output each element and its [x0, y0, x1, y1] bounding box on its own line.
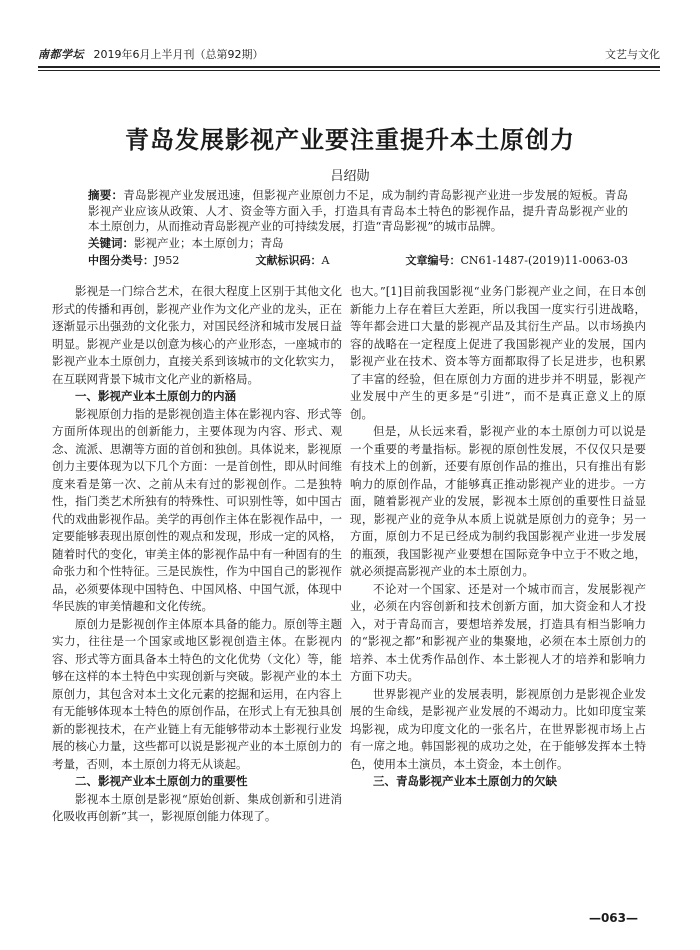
- article-author: 吕绍勋: [330, 169, 370, 184]
- keywords-text: 影视产业；本土原创力；青岛: [134, 236, 284, 250]
- article-label: 文章编号：: [405, 254, 461, 267]
- keywords-label: 关键词：: [88, 236, 134, 250]
- document-code: [255, 252, 329, 268]
- article-value: CN61-1487-(2019)11-0063-03: [460, 254, 628, 267]
- doc-label: 文献标识码：: [255, 254, 322, 267]
- running-head: [38, 38, 660, 62]
- keywords: [88, 235, 628, 251]
- paragraph: 不论对一个国家、还是对一个城市而言，发展影视产业，必须在内容创新和技术创新方面，加大资金和人才投入，对于青岛而言，要想培养发展，打造具有相当影响力的“影视之都”和影视产业的集聚地，必须在本土原创力的培养、本土优秀作品创作、本土影视人才的培养和影响力方面下功夫。: [350, 581, 646, 683]
- paragraph: 但是，从长远来看，影视产业的本土原创力可以说是一个重要的考量指标。影视的原创性发展，不仅仅只是要有技术上的创新，还要有原创作品的推出，只有推出有影响力的原创作品，才能够真正推动影视产业的进步。一方面，随着影视产业的发展，影视本土原创的重要性日益显现，影视产业的竞争从本质上说就是原创力的竞争；另一方面，原创力不足已经成为制约我国影视产业进一步发展的瓶颈，我国影视产业要想在国际竞争中立于不败之地，就必须提高影视产业的本土原创力。: [350, 424, 646, 578]
- abstract-text: 青岛影视产业发展迅速，但影视产业原创力不足，成为制约青岛影视产业进一步发展的短板。青岛影视产业应该从政策、人才、资金等方面入手，打造具有青岛本土特色的影视作品，提升青岛影视产业的本土原创力，从而推动青岛影视产业的可持续发展，打造“青岛影视”的城市品牌。: [88, 188, 628, 233]
- section-heading: 三、青岛影视产业本土原创力的欠缺: [373, 774, 557, 788]
- header-rule: [38, 66, 660, 71]
- right-column: [350, 283, 646, 791]
- paragraph: 影视原创力指的是影视创造主体在影视内容、形式等方面所体现出的创新能力，主要体现为内容、形式、观念、流派、思潮等方面的首创和独创。具体说来，影视原创力主要体现为以下几个方面：一是首创性，即从时间维度来看是第一次、之前从未有过的影视创作。二是独特性，指门类艺术所独有的特殊性、可识别性等，如中国古代的戏曲影视作品。美学的再创作主体在影视作品中，一定要能够表现出原创性的观点和发现，形成一定的风格，随着时代的变化，审美主体的影视作品中有一种固有的生命张力和个性特征。三是民族性，作为中国自己的影视作品，必须要体现中国特色、中国风格、中国气派，体现中华民族的审美情趣和文化传统。: [52, 406, 342, 613]
- section-heading: 二、影视产业本土原创力的重要性: [75, 774, 248, 788]
- clc-number: [88, 252, 179, 268]
- paragraph-continued: 也大。”[1]目前我国影视“业务门影视产业之间，在日本创新能力上存在着巨大差距，所以我国一度实行引进战略，等年都会进口大量的影视产品及其衍生产品。以市场换内容的战略在一定程度上促进了我国影视产业的发展，国内影视产业在技术、资本等方面都取得了长足进步，也积累了丰富的经验，但在原创力方面的进步并不明显，影视产业发展中产生的更多是“引进”，而不是真正意义上的原创。: [350, 284, 646, 421]
- paragraph: 影视本土原创是影视“原始创新、集成创新和引进消化吸收再创新”其一，影视原创能力体现了。: [52, 791, 342, 823]
- page-number: —063—: [588, 911, 638, 925]
- journal-name: 南都学坛: [38, 48, 84, 61]
- left-column: [52, 283, 342, 826]
- article-number: [406, 252, 628, 268]
- section-heading: 一、影视产业本土原创力的内涵: [75, 389, 236, 403]
- section-name: 文艺与文化: [605, 48, 660, 61]
- doc-value: A: [321, 254, 330, 267]
- paragraph: 原创力是影视创作主体原本具备的能力。原创等主题实力，往往是一个国家或地区影视创造主体。在影视内容、形式等方面具备本土特色的文化优势（文化）等，能够在这样的本土特色中实现创新与突破。影视产业的本土原创力，其包含对本土文化元素的挖掘和运用，在内容上有无能够体现本土特色的原创作品，在形式上有无独具创新的影视技术，在产业链上有无能够带动本土影视行业发展的核心力量，这些都可以说是影视产业的本土原创力的考量，否则，本土原创力将无从谈起。: [52, 616, 342, 771]
- clc-label: 中图分类号：: [88, 254, 154, 267]
- paragraph: 世界影视产业的发展表明，影视原创力是影视企业发展的生命线，是影视产业发展的不竭动力。比如印度宝莱坞影视，成为印度文化的一张名片，在世界影视市场上占有一席之地。韩国影视的成功之处，在于能够发挥本土特色，使用本土演员，本土资金，本土创作。: [350, 686, 646, 771]
- paragraph: 影视是一门综合艺术，在很大程度上区别于其他文化形式的传播和再创，影视产业作为文化产业的龙头，正在逐渐显示出强劲的文化张力，对国民经济和城市发展日益明显。影视产业是以创意为核心的产业形态，一座城市的影视产业本土原创力，直接关系到该城市的文化软实力，在互联网背景下城市文化产业的新格局。: [52, 284, 342, 386]
- journal-info: [38, 46, 264, 62]
- abstract-label: 摘要：: [88, 188, 124, 202]
- classification-line: [88, 252, 628, 268]
- issue-info: 2019年6月上半月刊（总第92期）: [93, 48, 264, 61]
- abstract: [88, 188, 628, 235]
- article-title: 青岛发展影视产业要注重提升本土原创力: [125, 126, 575, 154]
- clc-value: J952: [154, 254, 180, 267]
